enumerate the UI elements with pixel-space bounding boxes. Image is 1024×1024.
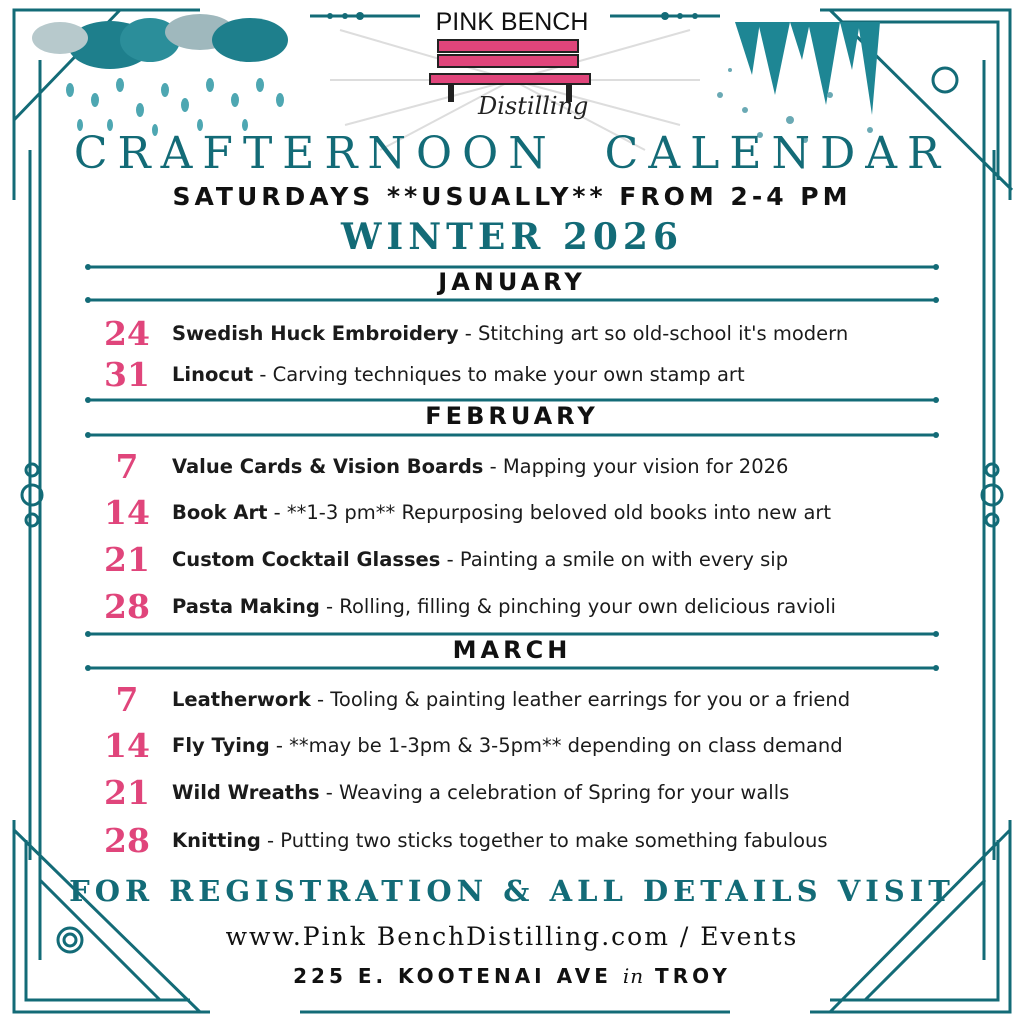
event-text: - **may be 1-3pm & 3-5pm** depending on class demand: [269, 733, 843, 757]
website-link[interactable]: www.Pink BenchDistilling.com / Events: [225, 922, 799, 951]
list-item: [96, 492, 976, 532]
event-day: 14: [104, 725, 150, 765]
event-description: [172, 501, 831, 524]
event-day: 14: [104, 492, 150, 532]
event-description: [172, 781, 789, 804]
event-day: 7: [115, 679, 139, 719]
event-title: Custom Cocktail Glasses: [172, 547, 441, 571]
event-description: [172, 829, 828, 852]
list-item: [96, 446, 976, 486]
list-item: [96, 772, 976, 812]
event-title: Pasta Making: [172, 594, 320, 618]
event-text: - Rolling, filling & pinching your own delicious ravioli: [319, 594, 836, 618]
address: [0, 964, 1024, 988]
event-text: - Mapping your vision for 2026: [483, 454, 789, 478]
month-heading-march: MARCH: [452, 636, 572, 664]
event-day: 21: [104, 772, 150, 812]
registration-cta: FOR REGISTRATION & ALL DETAILS VISIT: [69, 874, 955, 908]
brand-name: PINK BENCH: [435, 8, 589, 36]
event-description: [172, 363, 745, 386]
list-item: [96, 586, 976, 626]
list-item: [96, 313, 976, 353]
list-item: [96, 725, 976, 765]
event-title: Knitting: [172, 828, 261, 852]
event-text: - Weaving a celebration of Spring for your walls: [319, 780, 790, 804]
event-text: - Tooling & painting leather earrings for you or a friend: [310, 687, 851, 711]
event-day: 28: [104, 820, 150, 860]
event-description: [172, 734, 843, 757]
list-item: [96, 354, 976, 394]
page-title: CRAFTERNOON CALENDAR: [73, 128, 951, 179]
event-title: Wild Wreaths: [172, 780, 320, 804]
address-start: 225 E. KOOTENAI AVE: [293, 964, 623, 988]
event-title: Value Cards & Vision Boards: [172, 454, 484, 478]
event-title: Book Art: [172, 500, 268, 524]
event-description: [172, 455, 788, 478]
month-heading-february: FEBRUARY: [425, 402, 599, 430]
page-subtitle: SATURDAYS **USUALLY** FROM 2-4 PM: [172, 182, 852, 211]
event-description: [172, 548, 788, 571]
event-day: 24: [104, 313, 150, 353]
list-item: [96, 679, 976, 719]
event-title: Fly Tying: [172, 733, 270, 757]
icicles-snowflakes-icon: [717, 22, 880, 143]
event-day: 28: [104, 586, 150, 626]
address-in: in: [622, 964, 645, 988]
event-title: Linocut: [172, 362, 254, 386]
event-text: - **1-3 pm** Repurposing beloved old books into new art: [267, 500, 832, 524]
event-description: [172, 688, 850, 711]
brand-script: Distilling: [478, 92, 589, 120]
event-text: - Putting two sticks together to make something fabulous: [260, 828, 828, 852]
event-day: 21: [104, 539, 150, 579]
event-description: [172, 322, 848, 345]
event-text: - Carving techniques to make your own stamp art: [253, 362, 745, 386]
list-item: [96, 820, 976, 860]
month-heading-january: JANUARY: [438, 268, 586, 296]
event-day: 31: [104, 354, 150, 394]
season-heading: WINTER 2026: [340, 216, 684, 258]
list-item: [96, 539, 976, 579]
address-end: TROY: [644, 964, 731, 988]
event-description: [172, 595, 836, 618]
event-title: Swedish Huck Embroidery: [172, 321, 459, 345]
event-day: 7: [115, 446, 139, 486]
event-text: - Stitching art so old-school it's modern: [458, 321, 849, 345]
event-text: - Painting a smile on with every sip: [440, 547, 789, 571]
event-title: Leatherwork: [172, 687, 311, 711]
